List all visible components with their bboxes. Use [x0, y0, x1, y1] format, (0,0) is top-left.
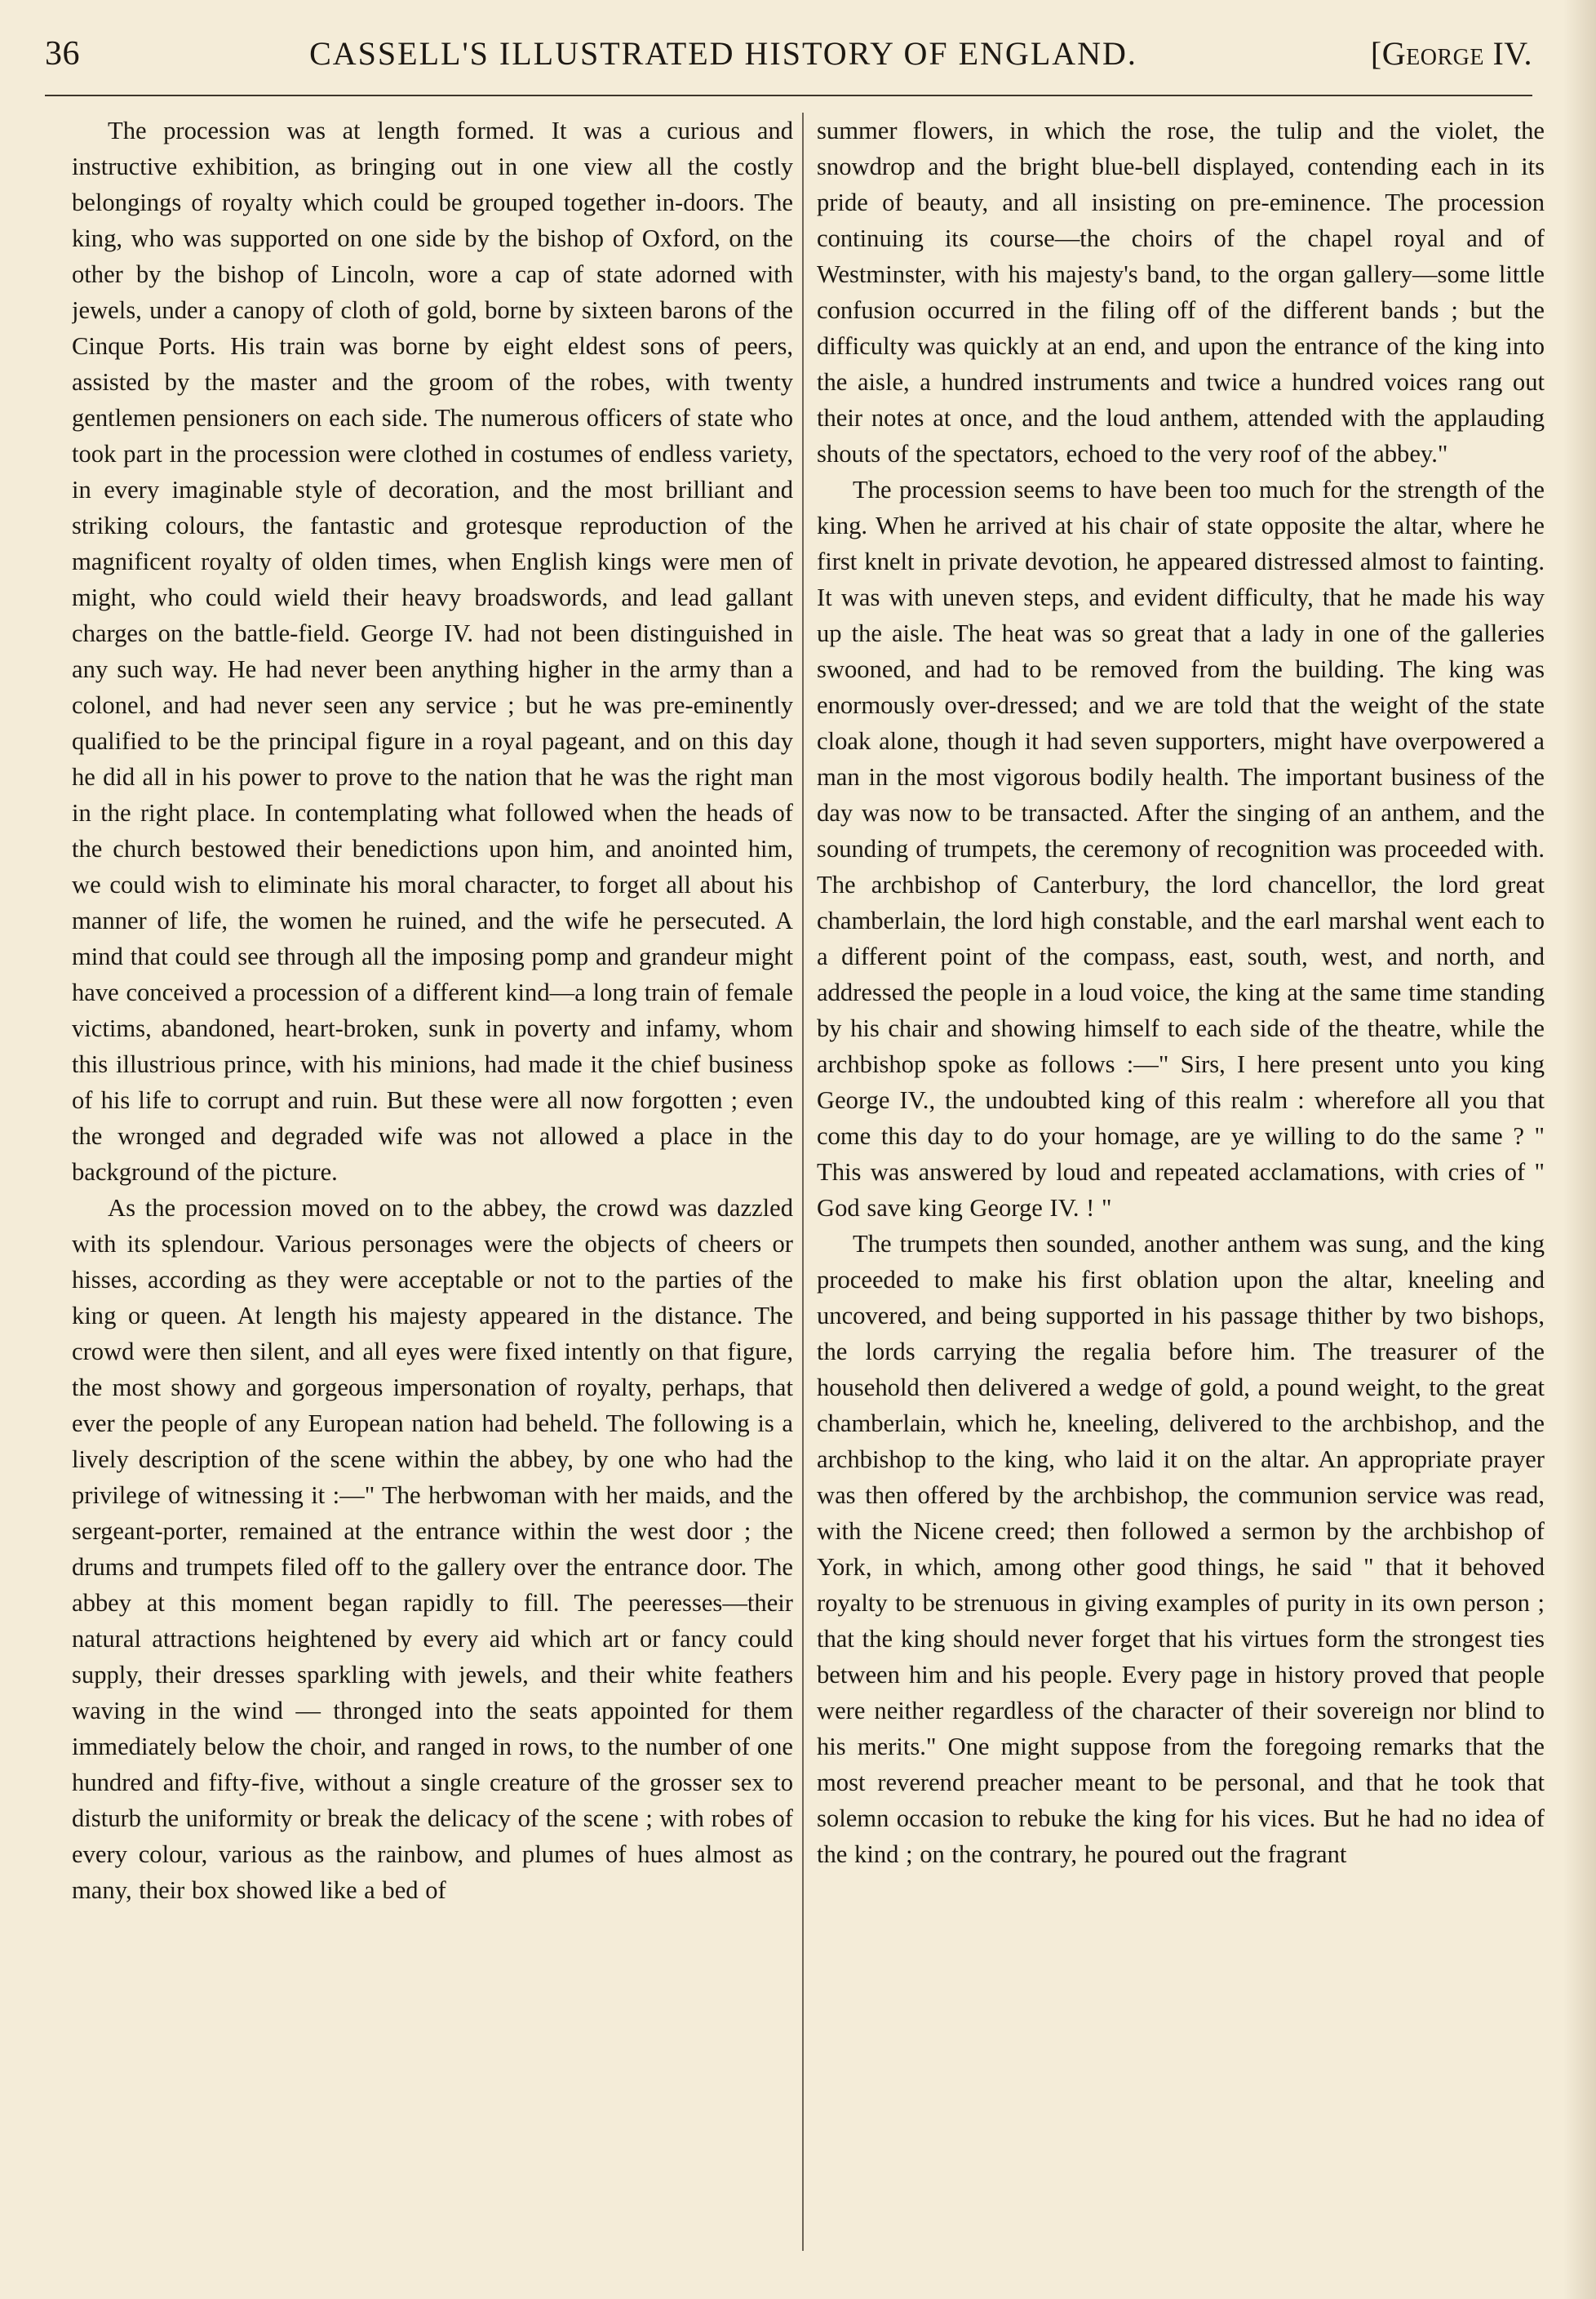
paragraph-procession-formed: The procession was at length formed. It was a curious and instructive exhibition, as bringing out in one view all the costly belongings of royalty which could be grouped together in-doors. The king, who was supported on one side by the bishop of Oxford, on the other by the bishop of Lincoln, wore a cap of state adorned with jewels, under a canopy of cloth of gold, borne by sixteen barons of the Cinque Ports. His train was borne by eight eldest sons of peers, assisted by the master and the groom of the robes, with twenty gentlemen pensioners on each side. The numerous officers of state who took part in the procession were clothed in costumes of endless variety, in every imaginable style of decoration, and the most brilliant and striking colours, the fantastic and grotesque reproduction of the magnificent royalty of olden times, when English kings were men of might, who could wield their heavy broadswords, and lead gallant charges on the battle-field. George IV. had not been distinguished in any such way. He had never been anything higher in the army than a colonel, and had never seen any service ; but he was pre-eminently qualified to be the principal figure in a royal pageant, and on this day he did all in his power to prove to the nation that he was the right man in the right place. In contemplating what followed when the heads of the church bestowed their benedictions upon him, and anointed him, we could wish to eliminate his moral character, to forget all about his manner of life, the women he ruined, and the wife he persecuted. A mind that could see through all the imposing pomp and grandeur might have conceived a procession of a different kind—a long train of female victims, abandoned, heart-broken, sunk in poverty and infamy, whom this illustrious prince, with his minions, had made it the chief business of his life to corrupt and ruin. But these were all now forgotten ; even the wronged and degraded wife was not allowed a place in the background of the picture.: [72, 117, 793, 1186]
running-header: [45, 34, 1532, 91]
page-edge-shadow: [1563, 0, 1596, 2299]
column-divider: [802, 113, 804, 2251]
running-title: CASSELL'S ILLUSTRATED HISTORY OF ENGLAND.: [309, 35, 1137, 72]
paragraph-procession-abbey: As the procession moved on to the abbey, the crowd was dazzled with its splendour. Various personages were the objects of cheers or hisses, according as they were acceptable or not to the parties of the king or queen. At length his majesty appeared in the distance. The crowd were then silent, and all eyes were fixed intently on that figure, the most showy and gorgeous impersonation of royalty, perhaps, that ever the people of any European nation had beheld. The following is a lively description of the scene within the abbey, by one who had the privilege of witnessing it :—" The herbwoman with her maids, and the sergeant-porter, remained at the entrance within the west door ; the drums and trumpets filed off to the gallery over the entrance door. The abbey at this moment began rapidly to fill. The peeresses—their natural attractions heightened by every aid which art or fancy could supply, their dresses sparkling with jewels, and their white feathers waving in the wind — thronged into the seats appointed for them immediately below the choir, and ranged in rows, to the number of one hundred and fifty-five, without a single creature of the grosser sex to disturb the uniformity or break the delicacy of the scene ; with robes of every colour, various as the rainbow, and plumes of hues almost as many, their box showed like a bed of: [72, 1194, 793, 1904]
right-column: [817, 113, 1545, 2283]
page-number: 36: [45, 35, 80, 73]
running-section: [George IV.: [1370, 35, 1532, 72]
paragraph-summer-flowers: summer flowers, in which the rose, the tulip and the violet, the snowdrop and the bright blue-bell displayed, contending each in its pride of beauty, and all insisting on pre-eminence. The procession continuing its course—the choirs of the chapel royal and of Westminster, with his majesty's band, to the organ gallery—some little confusion occurred in the filing off of the different bands ; but the difficulty was quickly at an end, and upon the entrance of the king into the aisle, a hundred instruments and twice a hundred voices rang out their notes at once, and the loud anthem, attended with the applauding shouts of the spectators, echoed to the very roof of the abbey.": [817, 117, 1545, 468]
header-rule: [45, 95, 1532, 96]
paragraph-strength-of-king: The procession seems to have been too much for the strength of the king. When he arrived at his chair of state opposite the altar, where he first knelt in private devotion, he appeared distressed almost to fainting. It was with uneven steps, and evident difficulty, that he made his way up the aisle. The heat was so great that a lady in one of the galleries swooned, and had to be removed from the building. The king was enormously over-dressed; and we are told that the weight of the state cloak alone, though it had seven supporters, might have overpowered a man in the most vigorous bodily health. The important business of the day was now to be transacted. After the singing of an anthem, and the sounding of trumpets, the ceremony of recognition was proceeded with. The archbishop of Canterbury, the lord chancellor, the lord great chamberlain, the lord high constable, and the earl marshal went each to a different point of the compass, east, south, west, and north, and addressed the people in a loud voice, the king at the same time standing by his chair and showing himself to each side of the theatre, while the archbishop spoke as follows :—" Sirs, I here present unto you king George IV., the undoubted king of this realm : wherefore all you that come this day to do your homage, are ye willing to do the same ? " This was answered by loud and repeated acclamations, with cries of " God save king George IV. ! ": [817, 476, 1545, 1222]
paragraph-trumpets-sounded: The trumpets then sounded, another anthem was sung, and the king proceeded to make his first oblation upon the altar, kneeling and uncovered, and being supported in his passage thither by two bishops, the lords carrying the regalia before him. The treasurer of the household then delivered a wedge of gold, a pound weight, to the great chamberlain, which he, kneeling, delivered to the archbishop, and the archbishop to the king, who laid it on the altar. An appropriate prayer was then offered by the archbishop, the communion service was read, with the Nicene creed; then followed a sermon by the archbishop of York, in which, among other good things, he said " that it behoved royalty to be strenuous in giving examples of purity in its own person ; that the king should never forget that his virtues form the strongest ties between him and his people. Every page in history proved that people were neither regardless of the character of their sovereign nor blind to his merits." One might suppose from the foregoing remarks that the most reverend preacher meant to be personal, and that he took that solemn occasion to rebuke the king for his vices. But he had no idea of the kind ; on the contrary, he poured out the fragrant: [817, 1230, 1545, 1868]
left-column: [72, 113, 793, 2283]
